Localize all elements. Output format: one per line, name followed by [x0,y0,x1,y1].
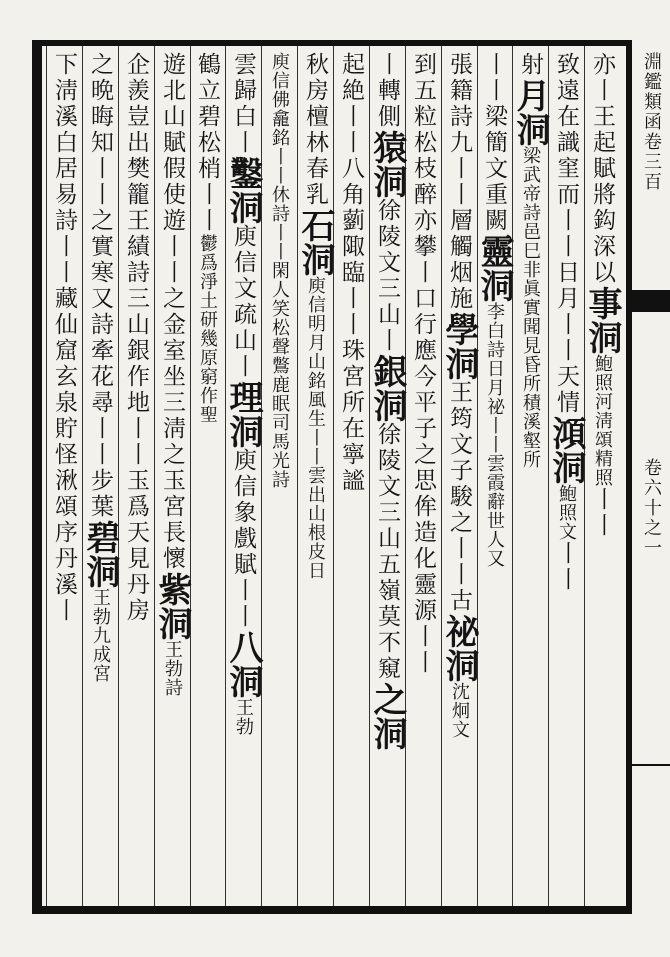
entry-heading: 石洞 [295,208,335,276]
text-column [258,52,300,904]
body-text: 王筠文子駿之丨丨古 [446,380,472,614]
entry-heading: 澒洞 [546,416,586,484]
entry-heading: 紫洞 [152,572,192,640]
entry-heading: 鑿洞 [223,156,263,224]
body-text: 丨丨 [553,541,579,593]
body-text: 致遠在識窐而丨丨日月丨丨天情 [553,52,579,416]
page-margin [636,52,666,904]
citation-text: 鮑照文 [556,484,577,541]
body-text: 丨丨 [589,487,615,539]
text-column [509,52,551,904]
body-text: 射 [517,52,543,78]
body-text: 丨轉側 [374,52,400,130]
citation-text: 王勃詩 [162,640,183,697]
frame-right-border [626,40,632,914]
text-column [43,52,85,904]
body-text: 起絶丨丨八角藰陬臨丨丨珠宮所在寧謐 [338,52,364,494]
citation-text: 庾信佛龕銘丨丨休詩丨丨閑人笑松聲鷩鹿眠司馬光詩 [269,52,290,489]
body-text: 亦丨王起賦將鈎深以 [589,52,615,286]
body-text: 遊北山賦假使遊丨丨之金室坐三淸之玉宮長懷 [159,52,185,572]
citation-text: 王勃九成宮 [90,588,111,683]
text-column [438,52,480,904]
body-text: 張籍詩九丨丨層觸烟施 [446,52,472,312]
frame-top-border [32,40,632,46]
body-text: 鶴立碧松梢丨丨 [194,52,220,234]
entry-heading: 學洞 [439,312,479,380]
citation-text: 沈炯文 [449,682,470,739]
text-column [294,52,336,904]
text-column [402,52,444,904]
body-text: 企羨豈出樊籠王績詩三山銀作地丨丨玉爲天見丹房 [123,52,149,624]
entry-heading: 銀洞 [367,354,407,422]
text-column [545,52,587,904]
citation-text: 李白詩日月祕丨丨雲霞辭世人又 [484,302,505,568]
entry-heading: 月洞 [510,78,550,146]
entry-heading: 八洞 [223,630,263,698]
frame-bottom-border [32,906,632,914]
citation-text: 梁武帝詩邑巳非眞實聞見昏所積溪壑所 [520,146,541,469]
body-text: 徐陵文三山丨 [374,198,400,354]
body-text: 到五粒松枝醉亦攀丨口行應今平子之思侔造化靈源丨丨 [410,52,436,676]
body-text: 丨丨梁簡文重闕 [481,52,507,234]
entry-heading: 事洞 [582,286,622,354]
body-text: 庾信象戲賦丨丨 [230,448,256,630]
citation-text: 庾信明月山銘風生丨丨雲出山根皮日 [305,276,326,580]
citation-text: 鮑照河淸頌精照 [592,354,613,487]
text-column [151,52,193,904]
body-text: 徐陵文三山五嶺莫不窺 [374,422,400,682]
text-column [366,52,408,904]
text-column [115,52,157,904]
body-text: 下淸溪白居易詩丨丨藏仙窟玄泉貯怪湫頌序丹溪丨 [51,52,77,624]
entry-heading: 理洞 [223,380,263,448]
body-text: 秋房檀林春乳 [302,52,328,208]
text-column [79,52,121,904]
entry-heading: 靈洞 [474,234,514,302]
entry-heading: 祕洞 [439,614,479,682]
chapter-label: 卷六十之一 [641,458,662,558]
entry-heading: 猿洞 [367,130,407,198]
frame-left-border [32,40,42,914]
entry-heading: 之洞 [367,682,407,750]
citation-text: 王勃 [233,698,254,736]
body-text: 之晩晦知丨丨之實寒又詩牽花尋丨丨步葉 [87,52,113,520]
body-text: 雲歸白丨 [230,52,256,156]
citation-text: 鬱爲淨土研幾原窮作聖 [197,234,218,424]
book-title: 淵鑑類函卷三百 [641,52,662,192]
text-column [581,52,623,904]
text-column [330,52,372,904]
text-column [222,52,264,904]
entry-heading: 碧洞 [80,520,120,588]
body-text: 庾信文疏山丨 [230,224,256,380]
